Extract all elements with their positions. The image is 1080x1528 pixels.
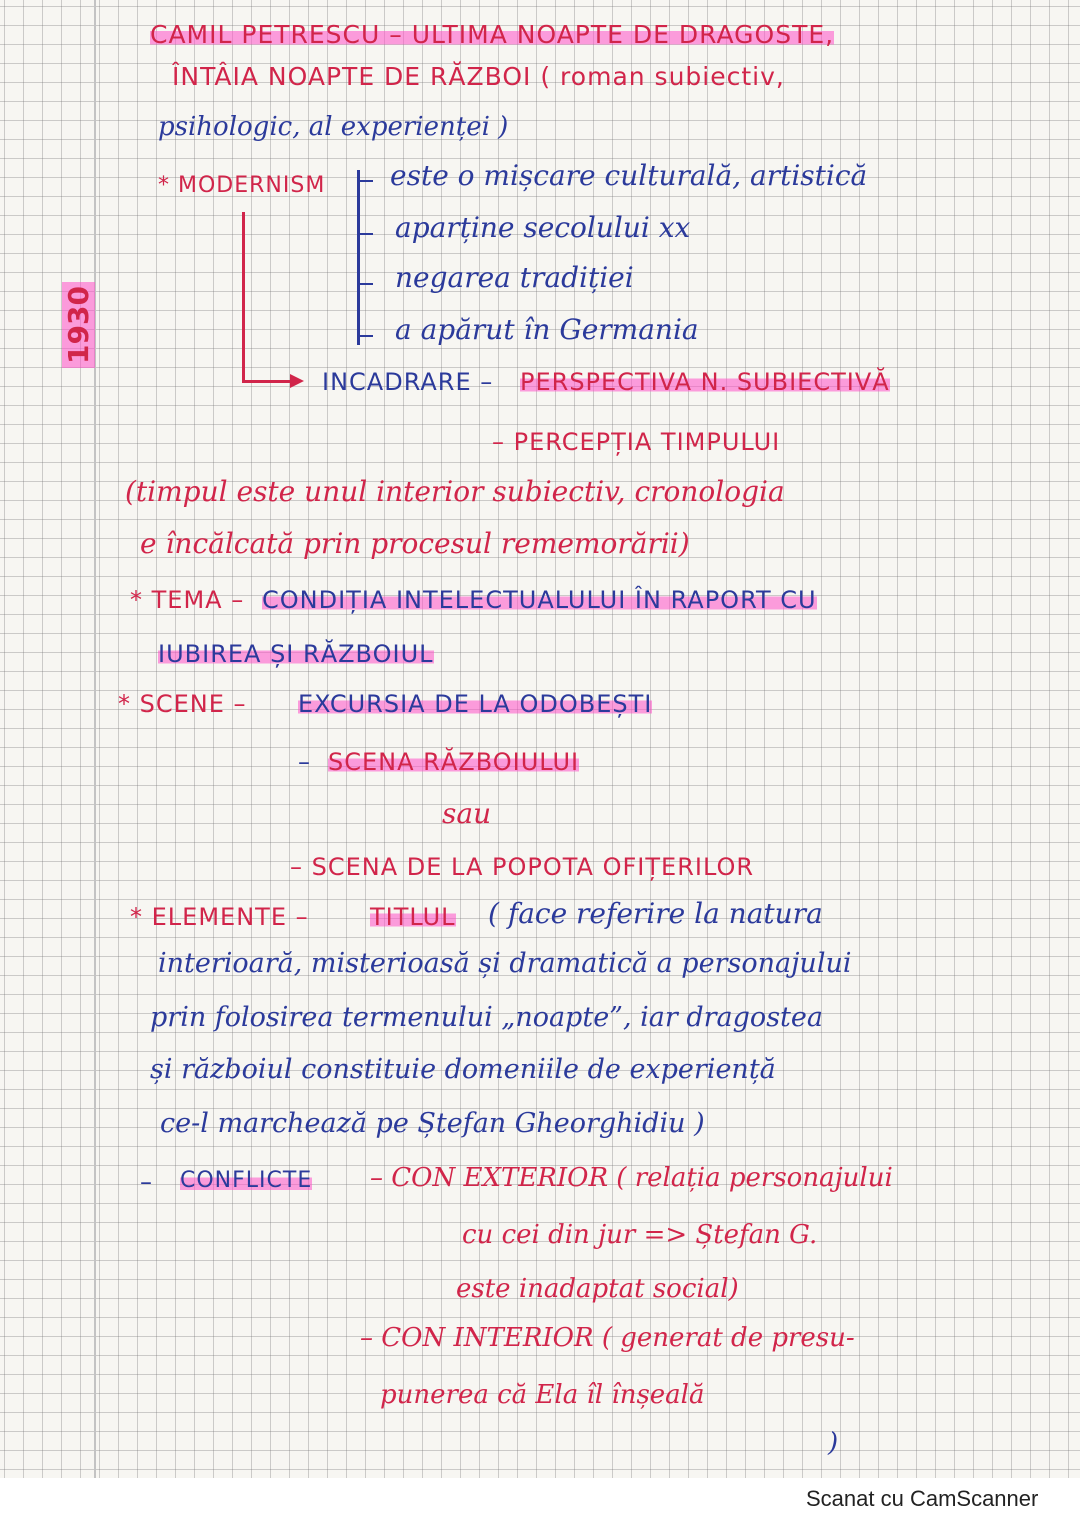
- modernism-brace: [357, 170, 378, 345]
- modernism-point-4: a apărut în Germania: [395, 313, 699, 346]
- conflict-exterior-line-2: cu cei din jur => Ștefan G.: [462, 1220, 818, 1250]
- year-label: 1930: [62, 282, 95, 368]
- scene-item-1: EXCURSIA DE LA ODOBEȘTI: [298, 690, 653, 718]
- modernism-point-2: aparține secolului xx: [395, 211, 691, 244]
- elemente-heading: * ELEMENTE –: [130, 903, 309, 931]
- scene-item-2-dash: –: [298, 748, 311, 776]
- perspectiva-label: PERSPECTIVA N. SUBIECTIVĂ: [520, 368, 890, 396]
- elemente-line-2: interioară, misterioasă și dramatică a personajului: [158, 948, 852, 979]
- brace-tick: [357, 335, 373, 337]
- conflict-exterior-line-3: este inadaptat social): [456, 1274, 739, 1304]
- tema-line-2: IUBIREA ȘI RĂZBOIUL: [158, 640, 434, 668]
- timp-note-line-2: e încălcată prin procesul rememorării): [140, 527, 690, 560]
- conflicte-dash: –: [140, 1168, 153, 1196]
- conflict-interior-line-1: – CON INTERIOR ( generat de presu-: [360, 1323, 855, 1353]
- modernism-point-3: negarea tradiției: [395, 261, 634, 294]
- author-title-line-2: ÎNTÂIA NOAPTE DE RĂZBOI ( roman subiectiv,: [172, 62, 785, 91]
- conflict-closing-paren: ): [828, 1428, 839, 1458]
- scene-item-3: – SCENA DE LA POPOTA OFIȚERILOR: [290, 853, 755, 881]
- conflict-interior-line-2: punerea că Ela îl înșeală: [380, 1380, 705, 1410]
- tema-line-1: CONDIȚIA INTELECTUALULUI ÎN RAPORT CU: [262, 586, 817, 614]
- scene-heading: * SCENE –: [118, 690, 247, 718]
- incadrare-heading: INCADRARE –: [322, 368, 494, 396]
- titlul-label: TITLUL: [370, 903, 456, 931]
- brace-tick: [357, 283, 373, 285]
- modernism-point-1: este o mișcare culturală, artistică: [390, 159, 868, 192]
- modernism-heading: * MODERNISM: [158, 173, 326, 198]
- elemente-line-3: prin folosirea termenului „noapte”, iar dragostea: [150, 1002, 823, 1033]
- timp-note-line-1: (timpul este unul interior subiectiv, cronologia: [125, 475, 785, 508]
- scene-item-2: SCENA RĂZBOIULUI: [328, 748, 580, 776]
- bracket-vertical: [242, 212, 245, 382]
- conflicte-heading: CONFLICTE: [180, 1168, 313, 1193]
- elemente-line-1: ( face referire la natura: [488, 897, 823, 930]
- conflict-exterior-line-1: – CON EXTERIOR ( relația personajului: [370, 1163, 893, 1193]
- author-title-line-1: CAMIL PETRESCU – ULTIMA NOAPTE DE DRAGOSTE,: [150, 20, 835, 49]
- author-title-line-3: psihologic, al experienței ): [158, 112, 509, 142]
- brace-tick: [357, 233, 373, 235]
- tema-heading: * TEMA –: [130, 586, 245, 614]
- arrow-shaft: [242, 380, 292, 383]
- elemente-line-4: și războiul constituie domeniile de experiență: [150, 1054, 776, 1085]
- brace-tick: [357, 180, 373, 182]
- scene-sau: sau: [442, 797, 492, 830]
- scanner-watermark: Scanat cu CamScanner: [806, 1486, 1039, 1511]
- elemente-line-5: ce-l marchează pe Ștefan Gheorghidiu ): [160, 1108, 705, 1139]
- margin-line: [94, 0, 96, 1485]
- perceptia-label: – PERCEPȚIA TIMPULUI: [492, 428, 781, 456]
- arrow-head-icon: [290, 374, 304, 388]
